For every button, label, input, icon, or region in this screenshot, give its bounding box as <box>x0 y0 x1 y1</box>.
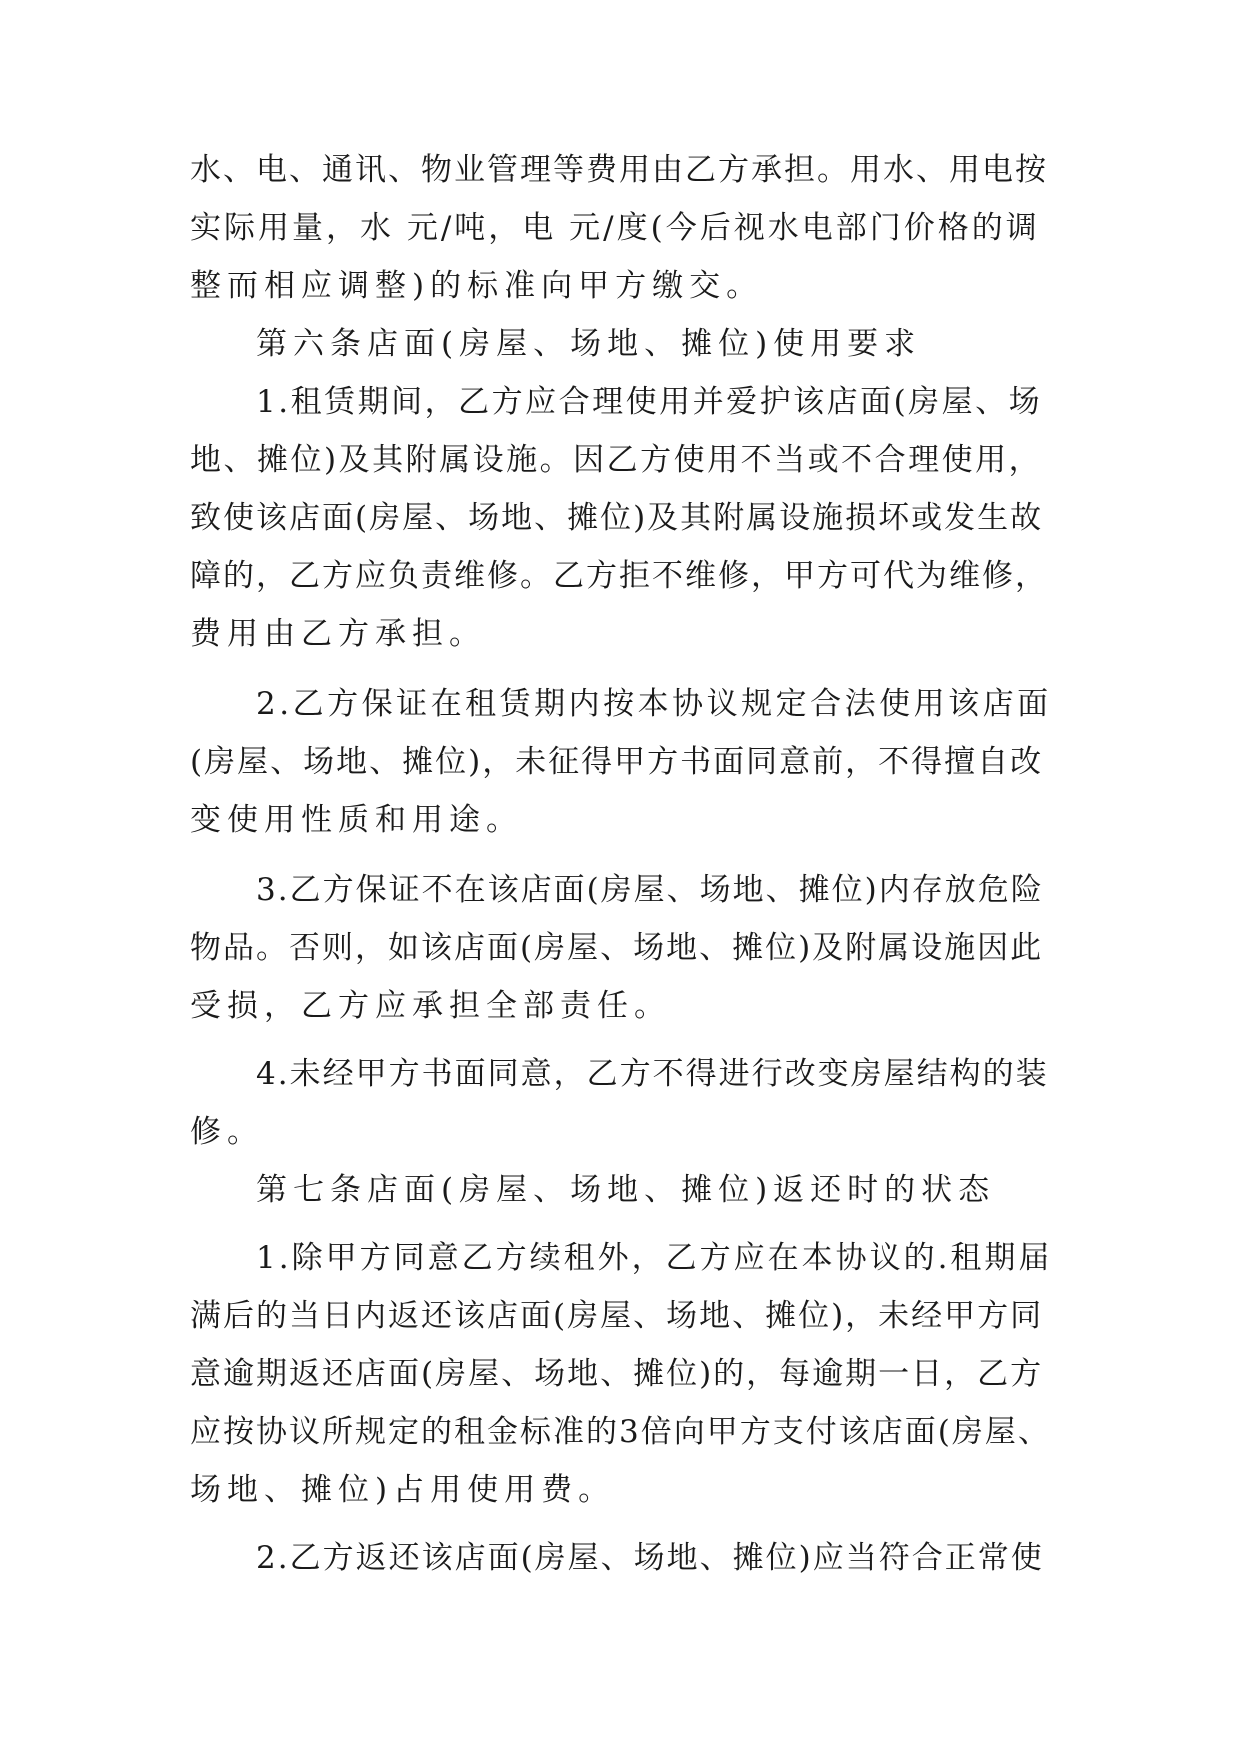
body-text-line: 障的，乙方应负责维修。乙方拒不维修，甲方可代为维修， <box>190 558 1048 594</box>
body-text-line: 1.租赁期间，乙方应合理使用并爱护该店面(房屋、场 <box>256 384 1043 420</box>
body-text-line: 水、电、通讯、物业管理等费用由乙方承担。用水、用电按 <box>190 152 1048 188</box>
body-text-line: 地、摊位)及其附属设施。因乙方使用不当或不合理使用， <box>190 442 1043 478</box>
body-text-line: 受损，乙方应承担全部责任。 <box>190 988 671 1024</box>
body-text-line: 意逾期返还店面(房屋、场地、摊位)的，每逾期一日，乙方 <box>190 1356 1044 1392</box>
body-text-line: 场地、摊位)占用使用费。 <box>190 1472 616 1508</box>
body-text-line: 4.未经甲方书面同意，乙方不得进行改变房屋结构的装 <box>256 1056 1049 1092</box>
body-text-line: (房屋、场地、摊位)，未征得甲方书面同意前，不得擅自改 <box>190 744 1044 780</box>
body-text-line: 变使用性质和用途。 <box>190 802 523 838</box>
body-text-line: 3.乙方保证不在该店面(房屋、场地、摊位)内存放危险 <box>256 872 1044 908</box>
body-text-line: 实际用量，水 元/吨，电 元/度(今后视水电部门价格的调 <box>190 210 1040 246</box>
section-heading: 第七条店面(房屋、场地、摊位)返还时的状态 <box>256 1172 996 1208</box>
body-text-line: 费用由乙方承担。 <box>190 616 486 652</box>
body-text-line: 修。 <box>190 1114 264 1150</box>
body-text-line: 致使该店面(房屋、场地、摊位)及其附属设施损坏或发生故 <box>190 500 1044 536</box>
body-text-line: 满后的当日内返还该店面(房屋、场地、摊位)，未经甲方同 <box>190 1298 1044 1334</box>
body-text-line: 2.乙方返还该店面(房屋、场地、摊位)应当符合正常使 <box>256 1540 1044 1576</box>
body-text-line: 整而相应调整)的标准向甲方缴交。 <box>190 268 764 304</box>
body-text-line: 2.乙方保证在租赁期内按本协议规定合法使用该店面 <box>256 686 1052 722</box>
body-text-line: 1.除甲方同意乙方续租外，乙方应在本协议的.租期届 <box>256 1240 1053 1276</box>
body-text-line: 物品。否则，如该店面(房屋、场地、摊位)及附属设施因此 <box>190 930 1044 966</box>
section-heading: 第六条店面(房屋、场地、摊位)使用要求 <box>256 326 922 362</box>
body-text-line: 应按协议所规定的租金标准的3倍向甲方支付该店面(房屋、 <box>190 1414 1051 1450</box>
